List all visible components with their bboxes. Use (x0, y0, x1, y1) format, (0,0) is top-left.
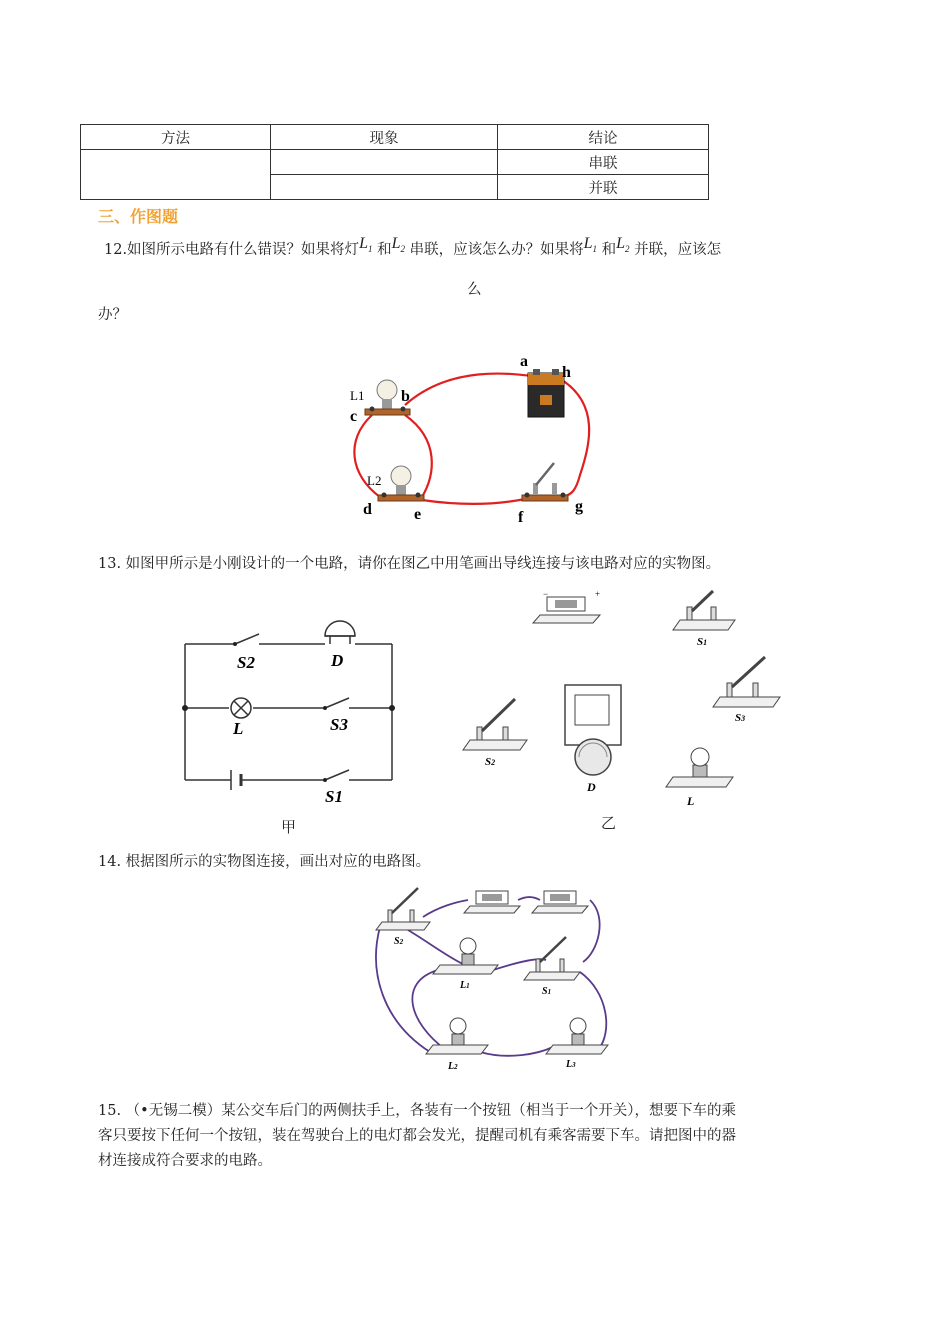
label-L1: L1 (350, 388, 365, 403)
svg-text:S3: S3 (735, 712, 746, 724)
label-h: h (562, 364, 571, 381)
lamp-L-component (666, 748, 733, 787)
switch-S2-component (463, 699, 527, 750)
q14-figure (368, 882, 613, 1077)
q12-line2: 么 (467, 282, 482, 298)
label-g: g (575, 498, 583, 515)
battery-symbol (231, 770, 241, 790)
table-cell-parallel: 并联 (498, 175, 709, 200)
var-L1: $L_1$ (359, 235, 373, 255)
label-L2: L2 (367, 473, 382, 488)
var-L1b: $L_1$ (583, 235, 597, 255)
label-c: c (350, 408, 358, 425)
table-header-conclusion: 结论 (498, 125, 709, 150)
results-table (80, 124, 709, 200)
label-S3: S3 (330, 715, 348, 734)
label-S1: S1 (325, 787, 343, 806)
q15-line1: 15. （•无锡二模）某公交车后门的两侧扶手上，各装有一个按钮（相当于一个开关），想要下车的乘 (98, 1103, 736, 1119)
var-L2: $L_2$ (391, 235, 405, 255)
q14-switch-S1 (524, 937, 580, 980)
wire-b-a (405, 374, 540, 405)
q12-circuit-figure (340, 345, 600, 530)
battery-component (533, 589, 600, 623)
q14-lamp-L3 (546, 1018, 608, 1054)
label-D: D (331, 651, 344, 670)
q12-line1 (104, 232, 721, 262)
svg-text:S2: S2 (485, 756, 496, 768)
table-cell-method (81, 150, 271, 200)
svg-text:+: + (595, 589, 601, 599)
q12-text-2: 串联，应该怎么办？如果将 (409, 241, 584, 258)
switch (522, 463, 568, 501)
q14-switch-S2 (376, 888, 430, 930)
svg-text:S2: S2 (394, 936, 404, 947)
label-S2: S2 (237, 653, 255, 672)
label-L: L (233, 719, 244, 738)
q13-schematic (175, 612, 405, 842)
section-title: 三、作图题 (98, 207, 179, 226)
table-cell (271, 175, 498, 200)
battery (528, 369, 564, 417)
label-d: d (363, 501, 372, 518)
q14-lamp-L1 (433, 938, 498, 974)
wire-h-g (562, 380, 589, 497)
table-cell-series: 串联 (498, 150, 709, 175)
table-header-method: 方法 (81, 125, 271, 150)
lamp-L2 (378, 466, 424, 501)
q14-lamp-L2 (426, 1018, 488, 1054)
svg-text:L3: L3 (566, 1059, 576, 1070)
switch-S1-component (673, 591, 735, 630)
q12-and-1: 和 (377, 241, 392, 258)
switch-S3-component (713, 657, 780, 707)
lamp-symbol (231, 698, 251, 718)
svg-text:S1: S1 (542, 986, 552, 997)
q14-text: 14. 根据图所示的实物图连接，画出对应的电路图。 (98, 854, 431, 870)
table-cell (271, 150, 498, 175)
svg-text:L2: L2 (448, 1061, 458, 1072)
wire-b-e (405, 415, 432, 497)
q12-text-3: 并联，应该怎 (634, 241, 722, 258)
bell-component (565, 685, 621, 775)
bell-symbol (325, 621, 355, 644)
label-f: f (518, 509, 524, 526)
figure-label-yi: 乙 (601, 814, 617, 832)
q12-line3: 办？ (98, 307, 127, 323)
wire-e-f (422, 499, 525, 504)
q14-battery-1 (464, 891, 520, 913)
q15-line3: 材连接成符合要求的电路。 (98, 1153, 272, 1169)
svg-text:S1: S1 (697, 636, 708, 648)
q15-line2: 客只要按下任何一个按钮，装在驾驶台上的电灯都会发光，提醒司机有乘客需要下车。请把图中的器 (98, 1128, 736, 1144)
bell-label-D: D (587, 780, 596, 794)
q12-text-1: 12.如图所示电路有什么错误？如果将灯 (104, 241, 360, 258)
var-L2b: $L_2$ (616, 235, 630, 255)
svg-text:L: L (687, 794, 695, 808)
q13-components (455, 585, 795, 815)
q14-battery-2 (532, 891, 588, 913)
q13-text: 13. 如图甲所示是小刚设计的一个电路，请你在图乙中用笔画出导线连接与该电路对应的实物图。 (98, 556, 721, 572)
q12-and-2: 和 (601, 241, 617, 258)
label-b: b (401, 388, 410, 405)
label-a: a (520, 353, 528, 370)
figure-label-jia: 甲 (281, 818, 297, 836)
label-e: e (414, 506, 422, 523)
svg-text:L1: L1 (460, 980, 470, 991)
svg-text:−: − (543, 589, 549, 599)
table-header-phenomenon: 现象 (271, 125, 498, 150)
